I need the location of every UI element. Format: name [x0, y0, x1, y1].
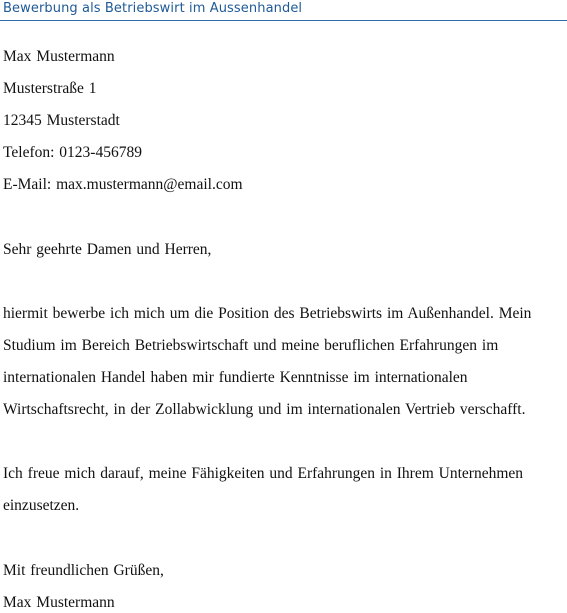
paragraph-1-line-3: internationalen Handel haben mir fundierte Kenntnisse im internationalen	[3, 369, 468, 386]
closing: Mit freundlichen Grüßen,	[3, 562, 164, 579]
sender-email: E-Mail: max.mustermann@email.com	[3, 176, 243, 193]
document-title: Bewerbung als Betriebswirt im Aussenhandel	[3, 1, 303, 16]
paragraph-1-line-1: hiermit bewerbe ich mich um die Position des Betriebswirts im Außenhandel. Mein	[3, 305, 532, 322]
sender-city: 12345 Musterstadt	[3, 112, 120, 129]
salutation: Sehr geehrte Damen und Herren,	[3, 241, 212, 258]
document-header	[0, 0, 567, 21]
signature: Max Mustermann	[3, 594, 115, 611]
paragraph-2-line-1: Ich freue mich darauf, meine Fähigkeiten und Erfahrungen in Ihrem Unternehmen	[3, 465, 524, 482]
sender-phone: Telefon: 0123-456789	[3, 144, 142, 161]
paragraph-2-line-2: einzusetzen.	[3, 497, 80, 514]
sender-name: Max Mustermann	[3, 48, 115, 65]
sender-street: Musterstraße 1	[3, 80, 97, 97]
paragraph-1-line-4: Wirtschaftsrecht, in der Zollabwicklung und im internationalen Vertrieb verschafft.	[3, 401, 526, 418]
paragraph-1-line-2: Studium im Bereich Betriebswirtschaft und meine beruflichen Erfahrungen im	[3, 337, 499, 354]
